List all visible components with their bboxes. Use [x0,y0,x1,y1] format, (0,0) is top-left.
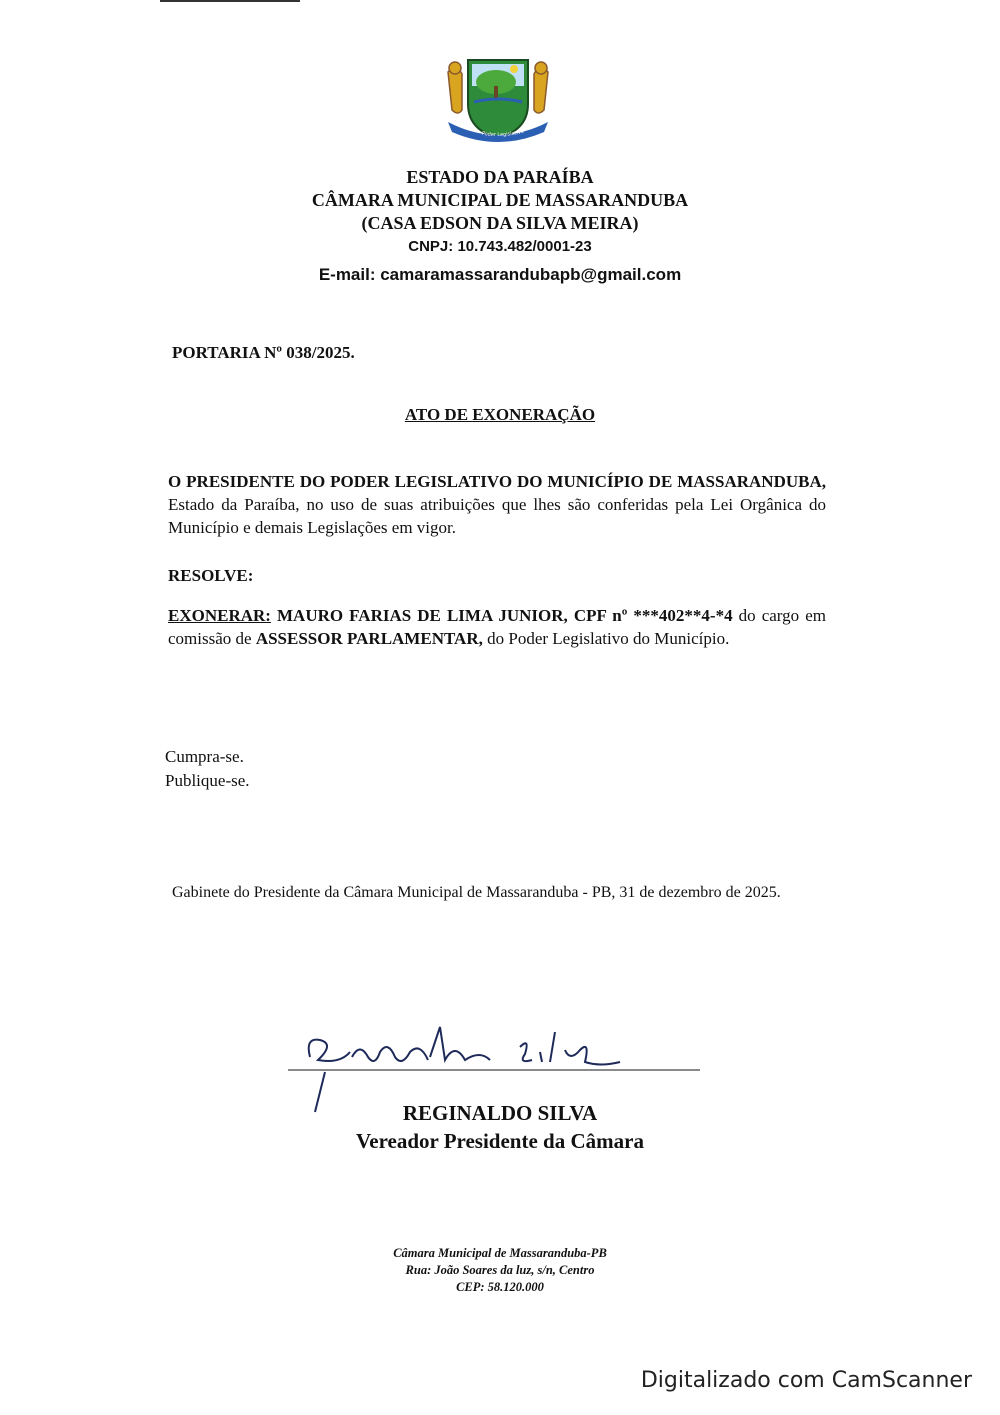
resolve-heading: RESOLVE: [168,566,254,585]
intro-text: Estado da Paraíba, no uso de suas atribuições que lhes são conferidas pela Lei Orgânica do Município e demais Legislações em vigor. [168,495,826,537]
signatory-title: Vereador Presidente da Câmara [356,1129,644,1153]
exonerar-paragraph [168,604,826,650]
footer-line-3: CEP: 58.120.000 [456,1280,544,1294]
footer-line-1: Câmara Municipal de Massaranduba-PB [393,1246,607,1260]
place-date: Gabinete do Presidente da Câmara Municipal de Massaranduba - PB, 31 de dezembro de 2025. [172,884,781,901]
closing-line-2: Publique-se. [165,771,250,790]
signatory-name: REGINALDO SILVA [402,1101,598,1125]
state-name: ESTADO DA PARAÍBA [406,167,594,187]
act-title [0,405,1000,425]
signatory [0,1099,1000,1155]
house-name: (CASA EDSON DA SILVA MEIRA) [361,213,639,233]
cnpj: CNPJ: 10.743.482/0001-23 [408,238,592,255]
closing-line-1: Cumpra-se. [165,747,244,766]
intro-paragraph [168,470,826,539]
email: E-mail: camaramassarandubapb@gmail.com [318,265,682,284]
intro-bold: O PRESIDENTE DO PODER LEGISLATIVO DO MUNICÍPIO DE MASSARANDUBA, [168,472,826,491]
scanner-watermark: Digitalizado com CamScanner [640,1368,972,1393]
document-header [200,166,800,290]
role-name: ASSESSOR PARLAMENTAR, [255,629,483,648]
exonerar-text-2: do Poder Legislativo do Município. [482,629,730,648]
municipal-crest [428,52,568,144]
act-title-text: ATO DE EXONERAÇÃO [404,405,596,424]
exonerar-text-1: do cargo em comissão de [168,606,826,648]
portaria-number: PORTARIA Nº 038/2025. [172,343,355,362]
footer-address [0,1245,1000,1296]
exonerar-label: EXONERAR: [168,606,271,625]
employee-name-cpf: MAURO FARIAS DE LIMA JUNIOR, CPF nº ***402**4-*4 [270,606,733,625]
crest-ribbon-text: Poder Legislativo [481,128,525,139]
scan-edge-line [160,0,300,2]
footer-line-2: Rua: João Soares da luz, s/n, Centro [405,1263,595,1277]
closing-lines [165,745,250,793]
chamber-name: CÂMARA MUNICIPAL DE MASSARANDUBA [311,190,689,210]
